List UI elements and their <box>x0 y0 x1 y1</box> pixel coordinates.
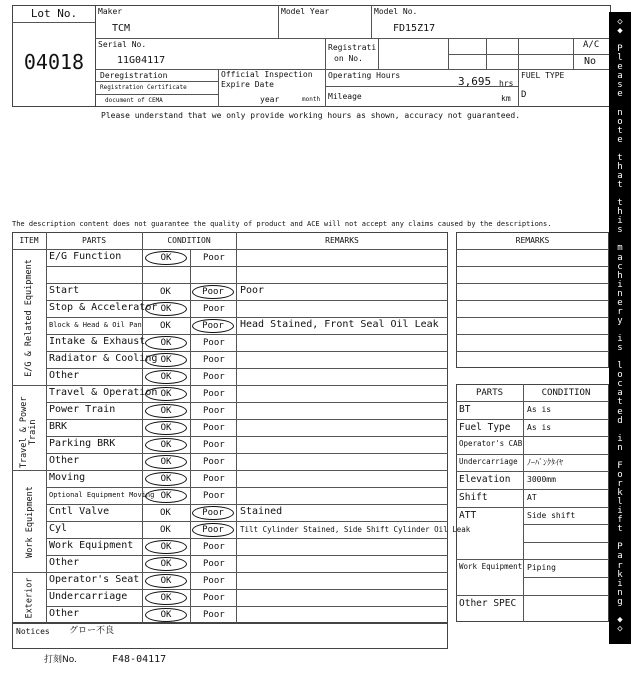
part-label: Undercarriage <box>49 591 128 602</box>
part-label: Operator's Seat <box>49 574 140 585</box>
right-remarks-line <box>456 283 609 284</box>
model-year-label: Model Year <box>281 7 330 16</box>
sidebar-char: ◆ <box>617 26 623 37</box>
right-cond-value: ﾉｰﾊﾞﾝｸﾀｲﾔ <box>527 457 563 467</box>
remark-text: Stained <box>240 506 283 517</box>
right-remarks-line <box>456 334 609 335</box>
sidebar-char: a <box>617 171 623 181</box>
registration-label-2: on No. <box>334 54 363 63</box>
group-travel-power-line2: Train <box>28 419 39 446</box>
sidebar-char: F <box>617 460 623 471</box>
sidebar-char: a <box>617 252 623 263</box>
condition-poor: Poor <box>203 491 225 501</box>
right-parts-line <box>456 419 609 420</box>
sidebar-char: n <box>617 288 623 299</box>
sidebar-char: s <box>617 225 623 236</box>
condition-ok-circled: OK <box>145 421 187 435</box>
condition-ok-circled: OK <box>145 353 187 367</box>
right-cond-value: 3000mm <box>527 475 556 485</box>
sidebar-char: r <box>617 560 623 571</box>
condition-ok-circled: OK <box>145 370 187 384</box>
row-divider <box>46 453 448 454</box>
hours-notice: Please understand that we only provide working hours as shown, accuracy not guaranteed. <box>101 111 521 120</box>
sidebar-char: k <box>617 488 623 499</box>
condition-poor: Poor <box>203 406 225 416</box>
cema-label: document of CEMA <box>105 97 163 104</box>
right-remarks-line <box>456 351 609 352</box>
part-label: Radiator & Cooling <box>49 353 158 364</box>
sidebar-char: i <box>617 578 623 589</box>
row-divider <box>46 555 448 556</box>
group-eg-related: E/G & Related Equipment <box>24 259 34 377</box>
condition-poor: Poor <box>203 474 225 484</box>
condition-poor-circled: Poor <box>192 506 234 520</box>
sidebar-char: t <box>617 397 623 408</box>
row-divider <box>46 266 448 267</box>
right-parts-line <box>456 595 609 596</box>
row-divider <box>46 504 448 505</box>
row-divider <box>46 589 448 590</box>
sidebar-char: n <box>617 587 623 598</box>
condition-ok-circled: OK <box>145 489 187 503</box>
part-label: Intake & Exhaust <box>49 336 146 347</box>
header-condition: CONDITION <box>167 236 211 245</box>
mileage-label: Mileage <box>328 92 362 101</box>
condition-poor: Poor <box>203 253 225 263</box>
hrs-label: hrs <box>499 79 514 88</box>
part-label: Work Equipment <box>49 540 134 551</box>
row-divider <box>46 351 448 352</box>
sidebar-char: ◆ <box>617 614 623 625</box>
sidebar-char: c <box>617 261 623 272</box>
condition-ok-circled: OK <box>145 438 187 452</box>
part-label: Optional Equipment Moving <box>49 491 155 499</box>
right-part-label: Undercarriage <box>459 456 518 466</box>
sidebar-char: P <box>617 542 623 553</box>
right-part-label: Fuel Type <box>459 421 511 433</box>
model-no-value: FD15Z17 <box>393 23 436 34</box>
right-parts-line <box>456 559 609 560</box>
right-remarks-line <box>456 300 609 301</box>
condition-poor: Poor <box>203 440 225 450</box>
row-divider <box>46 436 448 437</box>
right-remarks-header: REMARKS <box>515 236 550 245</box>
row-divider <box>46 402 448 403</box>
sidebar-char: m <box>617 243 623 254</box>
sidebar-char: n <box>617 107 623 118</box>
condition-poor: Poor <box>203 338 225 348</box>
part-label: Cntl Valve <box>49 506 110 517</box>
stamp-label: 打刻No. <box>44 655 77 665</box>
part-label: Other <box>49 370 80 381</box>
remark-text: Tilt Cylinder Stained, Side Shift Cylinder Oil Leak <box>240 525 471 534</box>
sidebar-char: t <box>617 125 623 136</box>
condition-ok-circled: OK <box>145 336 187 350</box>
sidebar-char: f <box>617 515 623 526</box>
condition-ok-circled: OK <box>145 540 187 554</box>
notices-value: グロー不良 <box>69 626 115 636</box>
serial-label: Serial No. <box>98 40 147 49</box>
row-divider <box>46 368 448 369</box>
part-label: Other <box>49 455 80 466</box>
condition-ok-circled: OK <box>145 472 187 486</box>
sidebar-char: s <box>617 343 623 354</box>
km-label: km <box>501 94 511 103</box>
sidebar-char: a <box>617 71 623 82</box>
condition-ok: OK <box>160 287 171 297</box>
sidebar-char: e <box>617 62 623 73</box>
sidebar-char: i <box>617 433 623 444</box>
sidebar-char: e <box>617 134 623 145</box>
sidebar-char: h <box>617 161 623 172</box>
sidebar-char: s <box>617 80 623 91</box>
right-parts-line <box>523 524 609 525</box>
right-part-label: BT <box>459 404 471 415</box>
part-label: Other <box>49 557 80 568</box>
expire-date-label: Expire Date <box>221 80 274 89</box>
sidebar-char: l <box>617 361 623 372</box>
condition-poor: Poor <box>203 355 225 365</box>
right-cond-value: As is <box>527 422 552 432</box>
part-label: Power Train <box>49 404 116 415</box>
sidebar-char: l <box>617 497 623 508</box>
condition-poor-circled: Poor <box>192 523 234 537</box>
part-label: Parking BRK <box>49 438 116 449</box>
right-part-label: Other SPEC <box>459 597 517 609</box>
right-parts-line <box>456 454 609 455</box>
serial-value: 11G04117 <box>117 55 166 66</box>
right-parts-header-line <box>456 401 609 402</box>
right-parts-line <box>456 489 609 490</box>
right-parts-line <box>523 577 609 578</box>
condition-poor: Poor <box>203 372 225 382</box>
maker-label: Maker <box>98 7 123 16</box>
condition-ok-circled: OK <box>145 404 187 418</box>
condition-poor: Poor <box>203 457 225 467</box>
row-divider <box>46 317 448 318</box>
sidebar-char: h <box>617 207 623 218</box>
part-label: Travel & Operation <box>49 387 158 398</box>
condition-ok-circled: OK <box>145 251 187 265</box>
right-parts-line <box>523 542 609 543</box>
right-parts-border <box>456 384 609 622</box>
sidebar-char: r <box>617 479 623 489</box>
right-part-label: Elevation <box>459 474 511 486</box>
condition-poor-circled: Poor <box>192 285 234 299</box>
fuel-type-value: D <box>521 90 527 100</box>
condition-ok: OK <box>160 321 171 331</box>
maker-value: TCM <box>112 23 131 34</box>
row-divider <box>46 300 448 301</box>
lot-number: 04018 <box>23 50 85 74</box>
sidebar-char: i <box>617 506 623 517</box>
row-divider <box>46 521 448 522</box>
condition-poor: Poor <box>203 610 225 620</box>
ac-label: A/C <box>583 40 600 50</box>
right-cond-value: Side shift <box>527 510 576 520</box>
year-label: year <box>260 95 280 104</box>
part-label: BRK <box>49 421 68 432</box>
stamp-value: F48-04117 <box>112 654 167 665</box>
sidebar-char: o <box>617 116 623 127</box>
header-parts: PARTS <box>81 236 107 245</box>
lot-label: Lot No. <box>30 7 78 20</box>
row-divider <box>46 538 448 539</box>
right-part-label: Work Equipment <box>459 562 523 572</box>
sidebar-char: c <box>617 379 623 390</box>
group-travel-power <box>20 390 39 475</box>
condition-poor: Poor <box>203 423 225 433</box>
sidebar-char: o <box>617 370 623 381</box>
condition-poor: Poor <box>203 593 225 603</box>
sidebar-char: ◇ <box>617 623 623 634</box>
right-parts-line <box>456 507 609 508</box>
condition-ok-circled: OK <box>145 455 187 469</box>
header-remarks: REMARKS <box>325 236 359 245</box>
operating-hours-label: Operating Hours <box>328 71 401 80</box>
remark-text: Head Stained, Front Seal Oil Leak <box>240 319 439 330</box>
condition-ok: OK <box>160 508 171 518</box>
sidebar-char: e <box>617 406 623 417</box>
row-divider <box>46 419 448 420</box>
condition-ok-circled: OK <box>145 387 187 401</box>
model-no-label: Model No. <box>374 7 418 16</box>
sidebar-char: t <box>617 180 623 191</box>
reg-certificate-label: Registration Certificate <box>100 84 187 91</box>
deregistration-label: Deregistration <box>100 71 168 80</box>
condition-poor: Poor <box>203 304 225 314</box>
right-parts-line <box>456 471 609 472</box>
right-part-label: Operator's CAB <box>459 439 523 449</box>
condition-ok-circled: OK <box>145 591 187 605</box>
sidebar-char: P <box>617 44 623 55</box>
right-cond-value: AT <box>527 493 537 502</box>
part-label: Start <box>49 285 80 296</box>
condition-ok-circled: OK <box>145 557 187 571</box>
sidebar-char: ◇ <box>617 17 623 27</box>
right-part-label: Shift <box>459 492 488 503</box>
sidebar-char: a <box>617 551 623 562</box>
sidebar-char: i <box>617 279 623 290</box>
sidebar-char: t <box>617 152 623 163</box>
part-label: Moving <box>49 472 86 483</box>
row-divider <box>46 487 448 488</box>
sidebar-char: a <box>617 388 623 399</box>
part-label: E/G Function <box>49 251 122 262</box>
condition-poor: Poor <box>203 389 225 399</box>
sidebar-char: d <box>617 415 623 426</box>
notices-label: Notices <box>16 627 50 636</box>
sidebar-char: e <box>617 89 623 100</box>
sidebar-char: g <box>617 596 623 607</box>
condition-poor: Poor <box>203 559 225 569</box>
sidebar-char: n <box>617 442 623 453</box>
condition-ok-circled: OK <box>145 574 187 588</box>
group-exterior: Exterior <box>24 577 35 619</box>
group-travel-power-line1: Travel & Power <box>19 396 30 469</box>
header-item: ITEM <box>19 236 39 245</box>
fuel-type-label: FUEL TYPE <box>521 71 565 80</box>
row-divider <box>46 334 448 335</box>
right-remarks-line <box>456 317 609 318</box>
operating-hours-value: 3,695 <box>458 75 492 88</box>
sidebar-char: l <box>617 53 623 64</box>
official-inspection-label: Official Inspection <box>221 70 313 79</box>
part-label: Cyl <box>49 523 68 534</box>
condition-ok-circled: OK <box>145 302 187 316</box>
right-cond-value: Piping <box>527 563 556 573</box>
condition-ok-circled: OK <box>145 608 187 622</box>
group-work-equipment: Work Equipment <box>25 486 35 558</box>
part-label: Other <box>49 608 80 619</box>
month-label: month <box>302 96 321 103</box>
right-part-label: ATT <box>459 509 477 521</box>
part-label: Block & Head & Oil Pan <box>49 321 142 329</box>
sidebar-char: i <box>617 334 623 345</box>
condition-poor: Poor <box>203 576 225 586</box>
sidebar-char: r <box>617 306 623 317</box>
ac-value: No <box>584 56 597 67</box>
sidebar-char: t <box>617 198 623 209</box>
remark-text: Poor <box>240 285 265 296</box>
right-condition-header: CONDITION <box>541 388 591 398</box>
condition-poor: Poor <box>203 542 225 552</box>
sidebar-char: h <box>617 270 623 281</box>
right-parts-line <box>456 436 609 437</box>
condition-poor-circled: Poor <box>192 319 234 333</box>
right-parts-header: PARTS <box>475 388 504 398</box>
right-remarks-line <box>456 266 609 267</box>
row-divider <box>46 283 448 284</box>
location-sidebar <box>609 12 631 644</box>
sidebar-char: o <box>617 469 623 480</box>
part-label: Stop & Accelerator <box>49 302 158 313</box>
sidebar-char: e <box>617 297 623 308</box>
right-cond-value: As is <box>527 405 552 414</box>
sidebar-char: t <box>617 524 623 535</box>
sidebar-char: y <box>617 315 623 326</box>
registration-label-1: Registrati <box>328 43 377 52</box>
sidebar-char: k <box>617 569 623 580</box>
sidebar-char: i <box>617 216 623 227</box>
disclaimer: The description content does not guarantee the quality of product and ACE will not accept any claims caused by the descriptions. <box>12 220 552 228</box>
condition-ok: OK <box>160 525 171 535</box>
row-divider <box>46 606 448 607</box>
